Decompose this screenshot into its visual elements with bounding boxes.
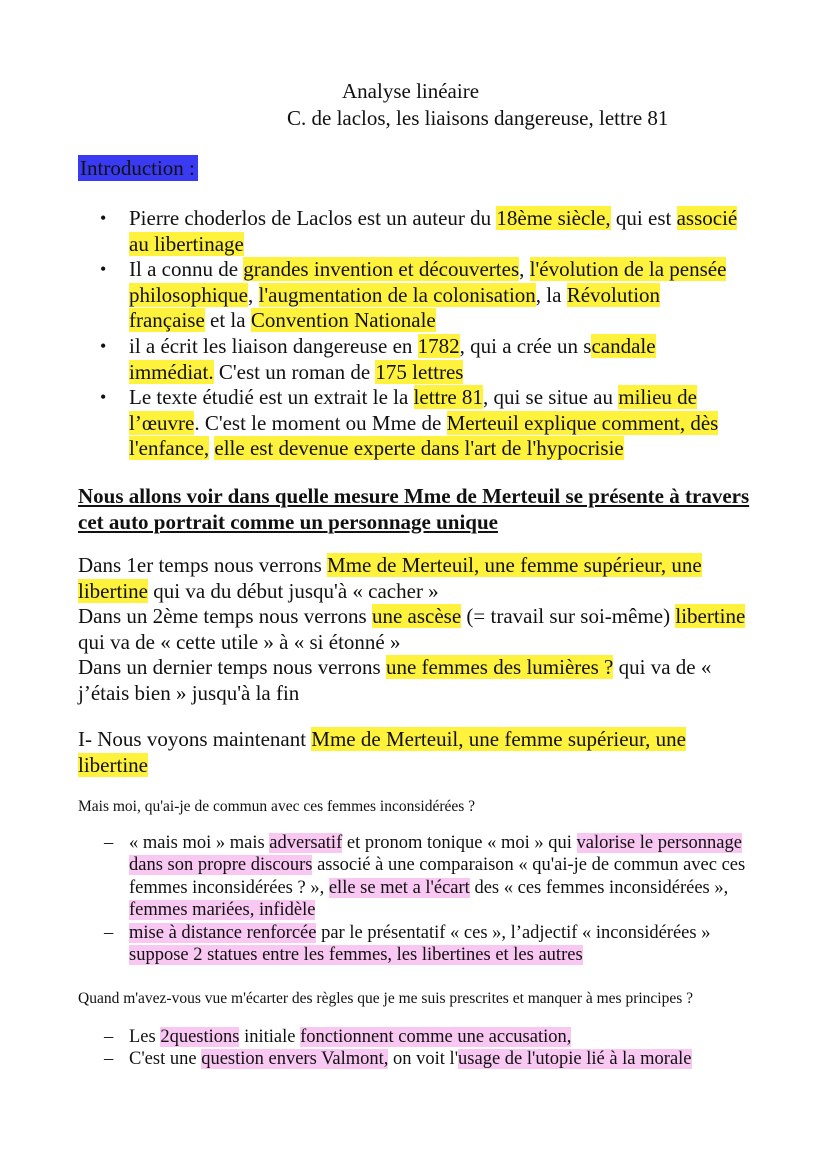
text: qui va du début jusqu'à « cacher »	[147, 578, 439, 603]
text: « mais moi » mais	[129, 833, 270, 853]
list-item	[0, 334, 828, 385]
highlight: 175 lettres	[375, 359, 464, 384]
analysis-list-1	[0, 832, 828, 966]
text: I- Nous voyons maintenant	[78, 727, 312, 751]
highlight: Mme de Merteuil, une femme supérieur, une libertine	[78, 727, 686, 777]
text: initiale	[239, 1027, 301, 1047]
highlight: adversatif	[269, 833, 343, 853]
highlight: lettre 81	[413, 385, 483, 410]
highlight: Convention Nationale	[250, 308, 436, 333]
list-item	[0, 206, 828, 257]
text: ,	[519, 257, 530, 282]
highlight: femmes mariées, infidèle	[129, 900, 316, 921]
text: on voit l'	[388, 1049, 459, 1070]
highlight: mise à distance renforcée	[129, 922, 317, 943]
part-1-heading	[78, 727, 748, 778]
highlight: une ascèse	[371, 604, 462, 629]
text: (= travail sur soi-même)	[461, 604, 676, 629]
title-line-2: C. de laclos, les liaisons dangereuse, lettre 81	[287, 106, 669, 130]
introduction-list	[0, 206, 828, 462]
quote-2: Quand m'avez-vous vue m'écarter des règles que je me suis prescrites et manquer à mes principes ?	[78, 990, 694, 1007]
list-item	[0, 1048, 828, 1070]
document-title	[0, 78, 828, 132]
text: et la	[204, 308, 251, 333]
text: des « ces femmes inconsidérées »,	[469, 877, 729, 898]
highlight: 1782	[417, 333, 460, 358]
text: Dans un 2ème temps nous verrons	[78, 604, 372, 629]
highlight: 18ème siècle,	[496, 206, 611, 230]
text: ,	[248, 282, 259, 307]
text: . C'est le moment ou Mme de	[194, 410, 447, 435]
text: Dans 1er temps nous verrons	[78, 553, 328, 577]
highlight: une femmes des lumières ?	[385, 655, 614, 680]
text: , la	[535, 282, 567, 307]
highlight: 2questions	[160, 1027, 240, 1047]
text: C'est une	[129, 1049, 202, 1070]
highlight: Mme de Merteuil, une femme supérieur, une libertine	[78, 553, 702, 603]
highlight: l'augmentation de la colonisation	[258, 282, 536, 307]
highlight: fonctionnent comme une accusation,	[300, 1027, 572, 1047]
list-item	[0, 257, 828, 334]
highlight: usage de l'utopie lié à la morale	[458, 1049, 692, 1070]
text: il a écrit les liaison dangereuse en	[129, 333, 418, 358]
highlight: Merteuil explique comment, dès l'enfance,	[129, 410, 719, 461]
text: Les	[129, 1027, 161, 1047]
text: et pronom tonique « moi » qui	[342, 833, 577, 853]
text: qui va de « j’étais bien » jusqu'à la fin	[78, 655, 712, 705]
highlight: milieu de l’œuvre	[129, 385, 697, 435]
highlight: elle est devenue experte dans l'art de l'hypocrisie	[214, 436, 624, 461]
list-item	[0, 832, 828, 922]
title-line-1: Analyse linéaire	[342, 79, 480, 103]
text: C'est un roman de	[213, 359, 376, 384]
list-item	[0, 922, 828, 967]
text: par le présentatif « ces », l’adjectif « inconsidérées »	[316, 922, 711, 943]
highlight: question envers Valmont,	[201, 1049, 389, 1070]
text: Le texte étudié est un extrait le la	[129, 385, 414, 410]
highlight: suppose 2 statues entre les femmes, les libertines et les autres	[129, 945, 583, 966]
introduction-heading: Introduction :	[78, 155, 198, 181]
plan-part-2	[78, 604, 748, 655]
text: Pierre choderlos de Laclos est un auteur du	[129, 206, 497, 230]
text: associé à une comparaison « qu'ai-je de commun avec ces femmes inconsidérées ? »,	[129, 855, 746, 898]
highlight: candale immédiat.	[129, 333, 656, 384]
text: , qui a crée un s	[459, 333, 592, 358]
analysis-list-2	[0, 1026, 828, 1071]
highlight: Révolution française	[129, 282, 661, 333]
list-item	[0, 1026, 828, 1048]
list-item	[0, 385, 828, 462]
text: qui va de « cette utile » à « si étonné »	[78, 629, 401, 654]
text: Dans un dernier temps nous verrons	[78, 655, 386, 680]
plan-section	[78, 553, 748, 707]
text: Il a connu de	[129, 257, 244, 282]
plan-part-3	[78, 655, 748, 706]
highlight: l'évolution de la pensée philosophique	[129, 257, 727, 307]
highlight: elle se met a l'écart	[328, 877, 470, 898]
plan-part-1	[78, 553, 748, 604]
quote-1: Mais moi, qu'ai-je de commun avec ces femmes inconsidérées ?	[78, 798, 476, 815]
highlight: associé au libertinage	[129, 206, 738, 256]
highlight: libertine	[675, 604, 746, 629]
highlight: valorise le personnage dans son propre discours	[129, 833, 742, 876]
text: , qui se situe au	[482, 385, 619, 410]
highlight: grandes invention et découvertes	[243, 257, 520, 282]
text: qui est	[610, 206, 677, 230]
problematic-statement: Nous allons voir dans quelle mesure Mme de Merteuil se présente à travers cet auto portrait comme un personnage unique	[78, 484, 750, 534]
